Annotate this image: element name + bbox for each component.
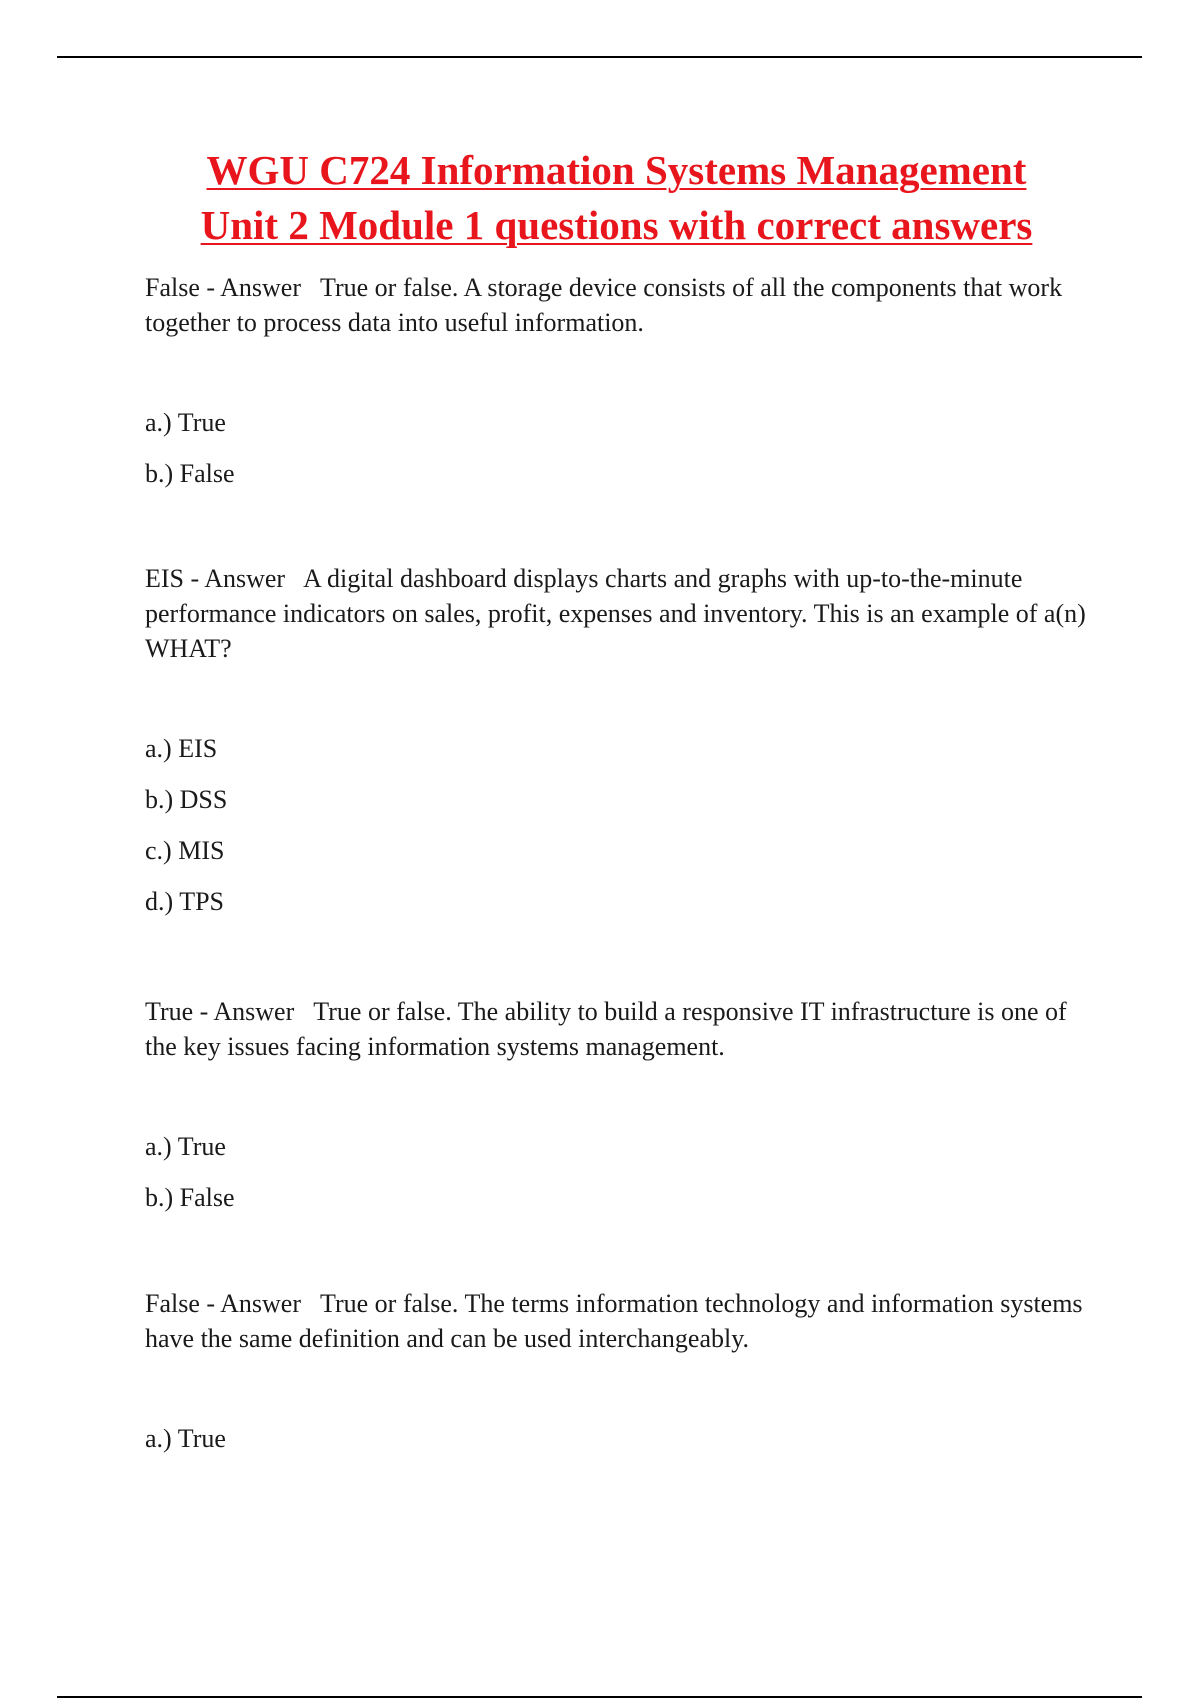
question-text bbox=[145, 561, 1095, 666]
option-item: a.) True bbox=[145, 408, 226, 437]
answer-label: False - Answer bbox=[145, 273, 301, 302]
question-text bbox=[145, 1286, 1095, 1356]
option-item: b.) DSS bbox=[145, 785, 228, 814]
question-block bbox=[145, 270, 1095, 507]
option-item: c.) MIS bbox=[145, 836, 225, 865]
option-item: a.) True bbox=[145, 1424, 226, 1453]
question-prompt: True or false. The terms information technology and information systems have the same definition and can be used interchangeably. bbox=[145, 1289, 1083, 1353]
question-block bbox=[145, 1286, 1095, 1472]
question-prompt: A digital dashboard displays charts and graphs with up-to-the-minute performance indicators on sales, profit, expenses and inventory. This is an example of a(n) WHAT? bbox=[145, 564, 1086, 663]
answer-label: False - Answer bbox=[145, 1289, 301, 1318]
option-item: b.) False bbox=[145, 459, 235, 488]
option-item: b.) False bbox=[145, 1183, 235, 1212]
option-list bbox=[145, 405, 1095, 507]
option-list bbox=[145, 731, 1095, 935]
title-line-2: Unit 2 Module 1 questions with correct answers bbox=[200, 202, 1033, 248]
question-text bbox=[145, 270, 1095, 340]
question-prompt: True or false. A storage device consists of all the components that work together to process data into useful information. bbox=[145, 273, 1063, 337]
option-list bbox=[145, 1129, 1095, 1231]
question-text bbox=[145, 994, 1095, 1064]
question-list bbox=[145, 270, 1095, 1472]
option-item: d.) TPS bbox=[145, 887, 224, 916]
option-item: a.) True bbox=[145, 1132, 226, 1161]
document-title bbox=[0, 143, 1200, 253]
answer-label: True - Answer bbox=[145, 997, 295, 1026]
question-block bbox=[145, 994, 1095, 1231]
bottom-rule bbox=[57, 1696, 1142, 1698]
title-line-1: WGU C724 Information Systems Management bbox=[206, 147, 1027, 193]
top-rule bbox=[57, 56, 1142, 58]
option-item: a.) EIS bbox=[145, 734, 218, 763]
option-list bbox=[145, 1421, 1095, 1472]
question-prompt: True or false. The ability to build a responsive IT infrastructure is one of the key issues facing information systems management. bbox=[145, 997, 1067, 1061]
question-block bbox=[145, 561, 1095, 935]
answer-label: EIS - Answer bbox=[145, 564, 286, 593]
